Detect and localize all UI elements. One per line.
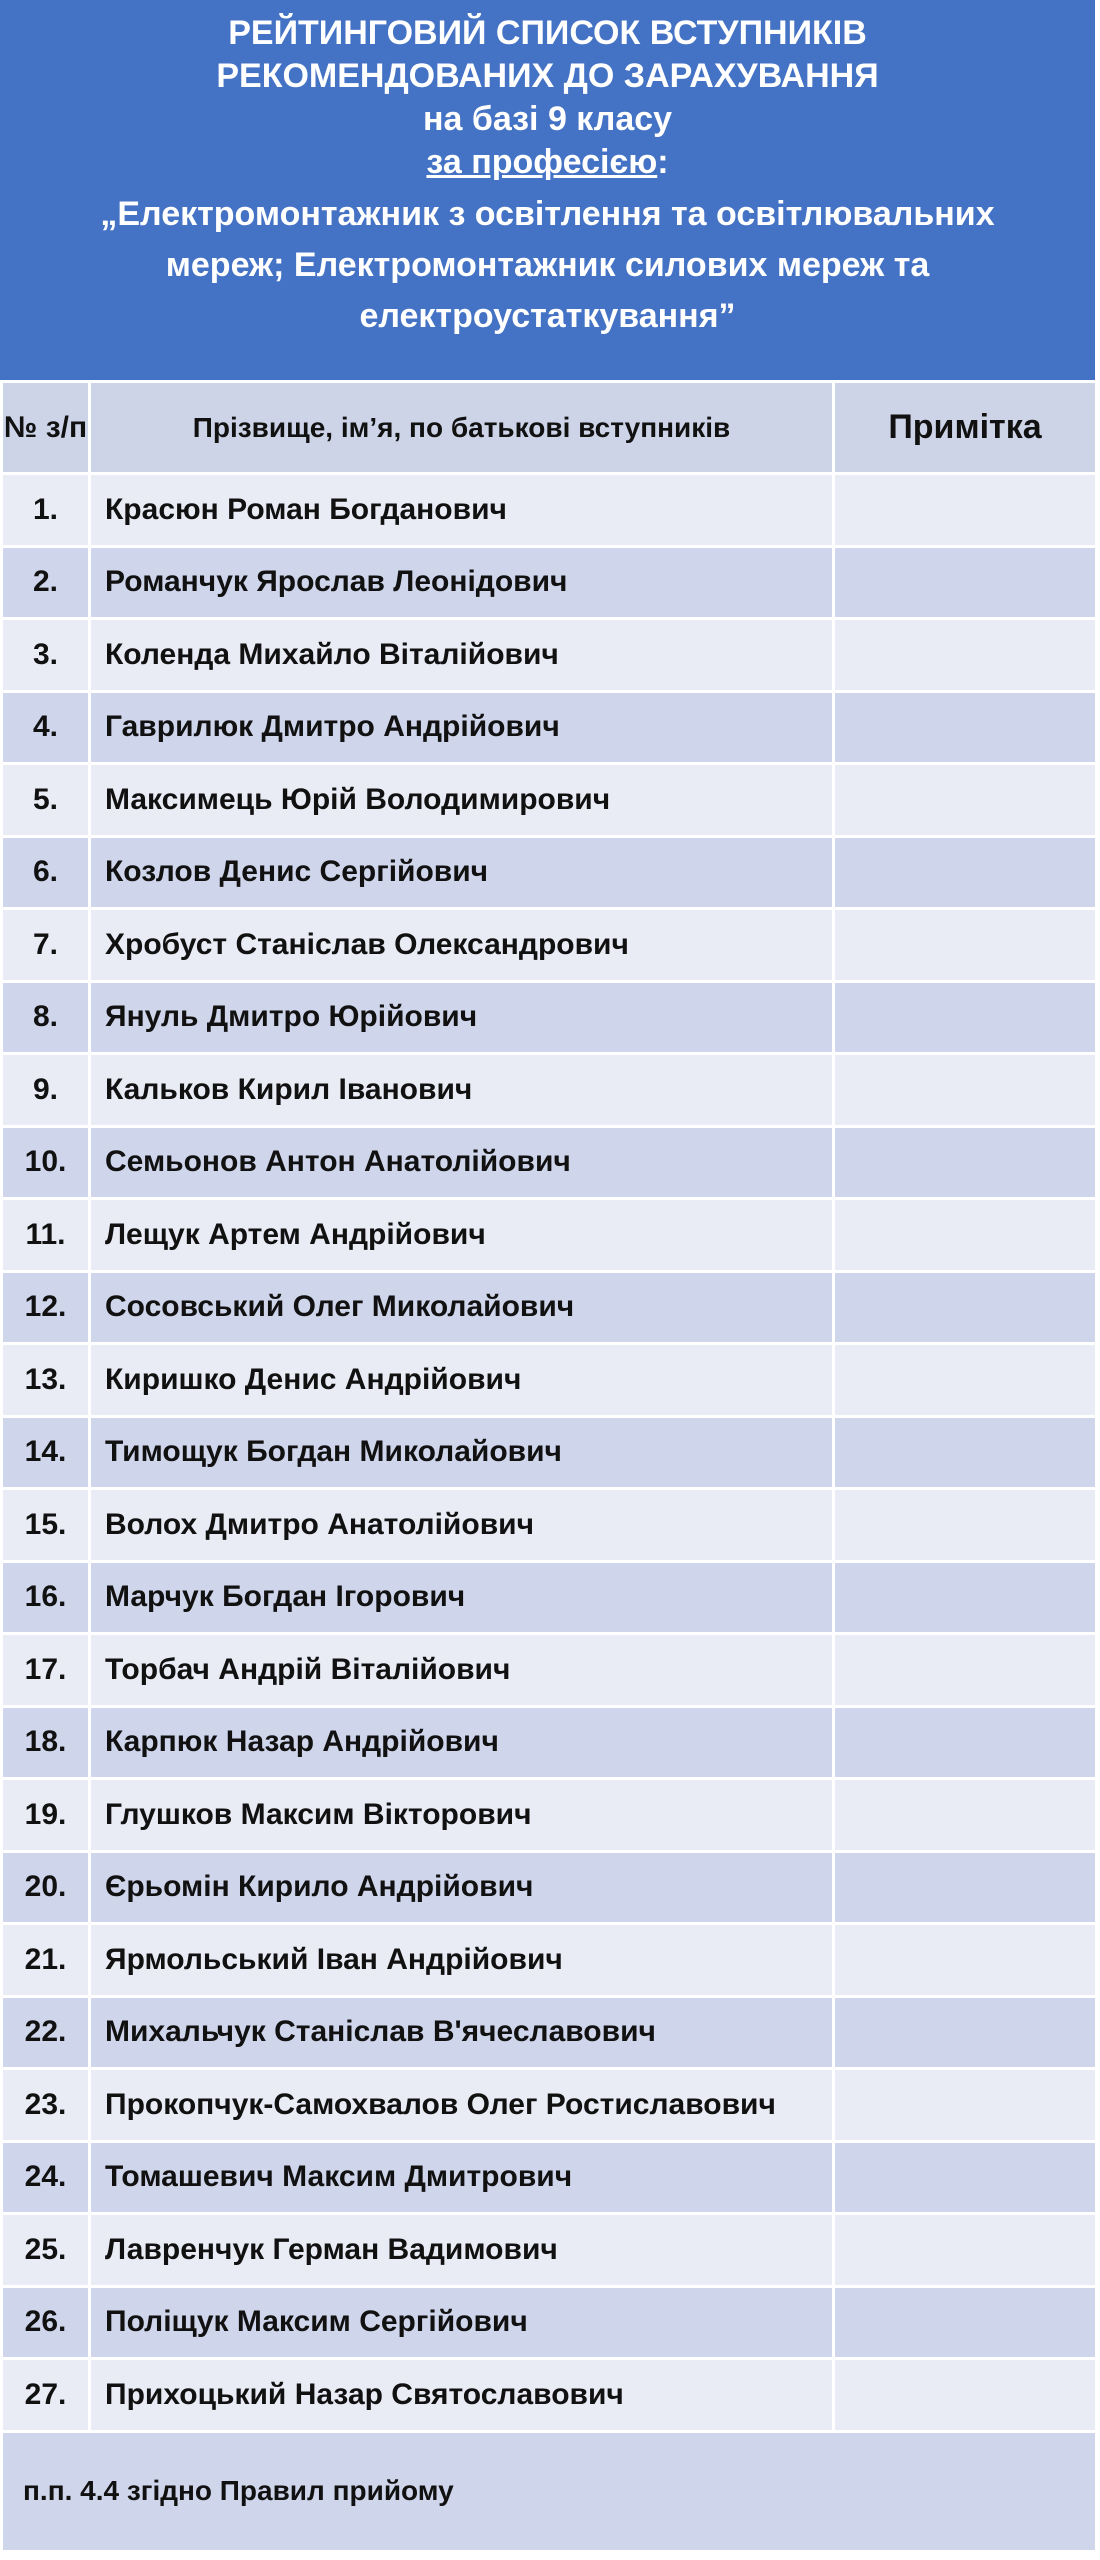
footer-note: п.п. 4.4 згідно Правил прийому bbox=[2, 2431, 1097, 2551]
table-row bbox=[2, 1271, 1097, 1344]
profession-label: за професією bbox=[426, 143, 658, 181]
row-note bbox=[834, 1489, 1097, 1562]
row-note bbox=[834, 1996, 1097, 2069]
profession-line-3: електроустаткування” bbox=[359, 297, 736, 335]
row-name: Торбач Андрій Віталійович bbox=[90, 1634, 834, 1707]
table-row bbox=[2, 2141, 1097, 2214]
table-row bbox=[2, 981, 1097, 1054]
row-note bbox=[834, 1271, 1097, 1344]
table-row bbox=[2, 2214, 1097, 2287]
table-row bbox=[2, 1706, 1097, 1779]
row-number: 26. bbox=[2, 2286, 90, 2359]
table-row bbox=[2, 1199, 1097, 1272]
row-name: Поліщук Максим Сергійович bbox=[90, 2286, 834, 2359]
row-note bbox=[834, 836, 1097, 909]
row-name: Сосовський Олег Миколайович bbox=[90, 1271, 834, 1344]
table-row bbox=[2, 2359, 1097, 2432]
row-note bbox=[834, 2286, 1097, 2359]
row-number: 11. bbox=[2, 1199, 90, 1272]
row-note bbox=[834, 1126, 1097, 1199]
table-row bbox=[2, 691, 1097, 764]
row-name: Ярмольський Іван Андрійович bbox=[90, 1924, 834, 1997]
row-name: Лещук Артем Андрійович bbox=[90, 1199, 834, 1272]
row-number: 25. bbox=[2, 2214, 90, 2287]
table-row bbox=[2, 619, 1097, 692]
title-block bbox=[0, 0, 1095, 380]
row-note bbox=[834, 981, 1097, 1054]
row-name: Волох Дмитро Анатолійович bbox=[90, 1489, 834, 1562]
row-name: Киришко Денис Андрійович bbox=[90, 1344, 834, 1417]
row-number: 23. bbox=[2, 2069, 90, 2142]
row-number: 24. bbox=[2, 2141, 90, 2214]
table-row bbox=[2, 1054, 1097, 1127]
row-number: 6. bbox=[2, 836, 90, 909]
table-row bbox=[2, 474, 1097, 547]
row-name: Гаврилюк Дмитро Андрійович bbox=[90, 691, 834, 764]
row-note bbox=[834, 1054, 1097, 1127]
table-row bbox=[2, 546, 1097, 619]
column-header-name: Прізвище, ім’я, по батькові вступників bbox=[90, 382, 834, 474]
row-note bbox=[834, 1851, 1097, 1924]
row-note bbox=[834, 2359, 1097, 2432]
row-note bbox=[834, 909, 1097, 982]
row-name: Хробуст Станіслав Олександрович bbox=[90, 909, 834, 982]
table-row bbox=[2, 1634, 1097, 1707]
row-name: Максимець Юрій Володимирович bbox=[90, 764, 834, 837]
table-body bbox=[2, 474, 1097, 2432]
row-number: 22. bbox=[2, 1996, 90, 2069]
table-row bbox=[2, 2286, 1097, 2359]
row-number: 7. bbox=[2, 909, 90, 982]
row-number: 9. bbox=[2, 1054, 90, 1127]
table-row bbox=[2, 1416, 1097, 1489]
row-name: Прихоцький Назар Святославович bbox=[90, 2359, 834, 2432]
column-header-number: № з/п bbox=[2, 382, 90, 474]
row-note bbox=[834, 1924, 1097, 1997]
table-header-row bbox=[2, 382, 1097, 474]
row-name: Лавренчук Герман Вадимович bbox=[90, 2214, 834, 2287]
title-line-1: РЕЙТИНГОВИЙ СПИСОК ВСТУПНИКІВ bbox=[228, 14, 867, 52]
row-name: Коленда Михайло Віталійович bbox=[90, 619, 834, 692]
table-row bbox=[2, 764, 1097, 837]
row-name: Томашевич Максим Дмитрович bbox=[90, 2141, 834, 2214]
row-name: Януль Дмитро Юрійович bbox=[90, 981, 834, 1054]
row-number: 12. bbox=[2, 1271, 90, 1344]
row-number: 5. bbox=[2, 764, 90, 837]
table-row bbox=[2, 1561, 1097, 1634]
row-number: 17. bbox=[2, 1634, 90, 1707]
row-name: Козлов Денис Сергійович bbox=[90, 836, 834, 909]
row-note bbox=[834, 1779, 1097, 1852]
table-row bbox=[2, 1924, 1097, 1997]
table-row bbox=[2, 836, 1097, 909]
row-number: 16. bbox=[2, 1561, 90, 1634]
row-name: Глушков Максим Вікторович bbox=[90, 1779, 834, 1852]
row-name: Красюн Роман Богданович bbox=[90, 474, 834, 547]
row-note bbox=[834, 2214, 1097, 2287]
row-number: 15. bbox=[2, 1489, 90, 1562]
row-name: Михальчук Станіслав В'ячеславович bbox=[90, 1996, 834, 2069]
row-number: 19. bbox=[2, 1779, 90, 1852]
title-line-2: РЕКОМЕНДОВАНИХ ДО ЗАРАХУВАННЯ bbox=[216, 57, 879, 95]
row-number: 21. bbox=[2, 1924, 90, 1997]
table-row bbox=[2, 909, 1097, 982]
profession-name bbox=[0, 184, 1095, 342]
row-number: 13. bbox=[2, 1344, 90, 1417]
profession-colon: : bbox=[657, 143, 669, 181]
row-name: Романчук Ярослав Леонідович bbox=[90, 546, 834, 619]
row-number: 20. bbox=[2, 1851, 90, 1924]
column-header-note: Примітка bbox=[834, 382, 1097, 474]
table-row bbox=[2, 1851, 1097, 1924]
row-number: 1. bbox=[2, 474, 90, 547]
row-note bbox=[834, 619, 1097, 692]
row-name: Кальков Кирил Іванович bbox=[90, 1054, 834, 1127]
table-row bbox=[2, 1344, 1097, 1417]
row-note bbox=[834, 2141, 1097, 2214]
row-number: 27. bbox=[2, 2359, 90, 2432]
row-note bbox=[834, 1416, 1097, 1489]
subtitle-profession-label bbox=[0, 141, 1095, 184]
row-note bbox=[834, 2069, 1097, 2142]
table-row bbox=[2, 1996, 1097, 2069]
row-note bbox=[834, 474, 1097, 547]
table-row bbox=[2, 1779, 1097, 1852]
row-name: Карпюк Назар Андрійович bbox=[90, 1706, 834, 1779]
row-note bbox=[834, 764, 1097, 837]
row-number: 10. bbox=[2, 1126, 90, 1199]
row-name: Марчук Богдан Ігорович bbox=[90, 1561, 834, 1634]
row-note bbox=[834, 1344, 1097, 1417]
row-number: 18. bbox=[2, 1706, 90, 1779]
row-number: 14. bbox=[2, 1416, 90, 1489]
applicants-table bbox=[0, 380, 1098, 2553]
row-number: 4. bbox=[2, 691, 90, 764]
row-note bbox=[834, 1706, 1097, 1779]
row-name: Прокопчук-Самохвалов Олег Ростиславович bbox=[90, 2069, 834, 2142]
table-row bbox=[2, 1126, 1097, 1199]
profession-line-1: „Електромонтажник з освітлення та освітлювальних bbox=[100, 195, 995, 233]
row-number: 3. bbox=[2, 619, 90, 692]
row-note bbox=[834, 1561, 1097, 1634]
profession-line-2: мереж; Електромонтажник силових мереж та bbox=[165, 246, 930, 284]
row-name: Тимощук Богдан Миколайович bbox=[90, 1416, 834, 1489]
row-note bbox=[834, 1199, 1097, 1272]
table-row bbox=[2, 1489, 1097, 1562]
row-name: Семьонов Антон Анатолійович bbox=[90, 1126, 834, 1199]
row-name: Єрьомін Кирило Андрійович bbox=[90, 1851, 834, 1924]
table-row bbox=[2, 2069, 1097, 2142]
subtitle-base: на базі 9 класу bbox=[422, 100, 673, 138]
row-number: 2. bbox=[2, 546, 90, 619]
row-number: 8. bbox=[2, 981, 90, 1054]
row-note bbox=[834, 1634, 1097, 1707]
table-footer-row bbox=[2, 2431, 1097, 2551]
row-note bbox=[834, 546, 1097, 619]
row-note bbox=[834, 691, 1097, 764]
